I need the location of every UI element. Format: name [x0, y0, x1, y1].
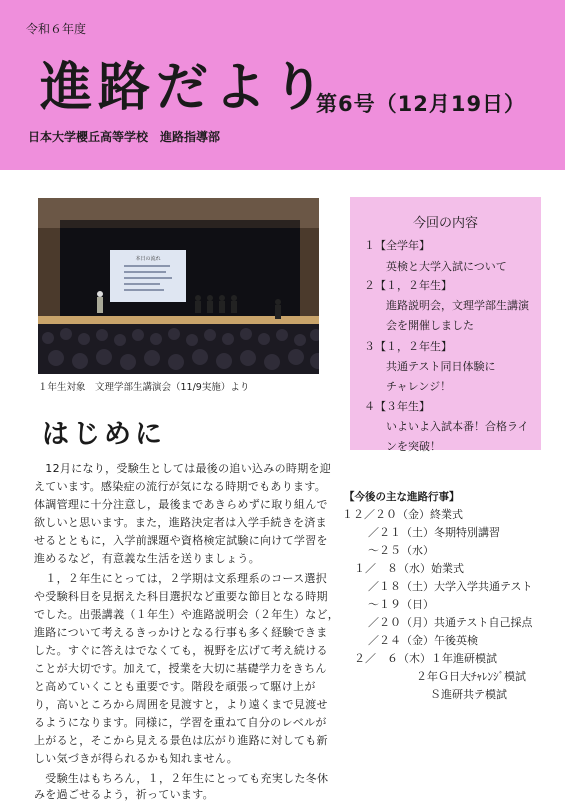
- intro-line: えています。感染症の流行が気になる時期でもあります。: [34, 480, 327, 493]
- section-heading: はじめに: [42, 419, 166, 450]
- intro-line: や受験科目を見据えた科目選択など重要な節目となる時期: [34, 590, 328, 603]
- intro-line: １，２年生にとっては，２学期は文系理系のコース選択: [34, 572, 328, 585]
- schedule-title: 【今後の主な進路行事】: [344, 491, 460, 503]
- issue-number: 第6号（12月19日）: [316, 92, 527, 116]
- intro-line: 進路について考えるきっかけとなる行事も多く経験できま: [34, 626, 328, 639]
- lecture-hall-image: [38, 198, 319, 374]
- toc-item-heading: ４【３年生】: [364, 400, 430, 413]
- schedule-item: Ｓ進研共テ模試: [430, 688, 507, 701]
- newsletter-title: 進路だより: [40, 58, 331, 118]
- school-name: 日本大学櫻丘高等学校 進路指導部: [28, 130, 221, 144]
- intro-line: でした。出張講義（１年生）や進路説明会（２年生）など，: [34, 608, 340, 621]
- intro-line: 進めるなど，有意義な生活を送りましょう。: [34, 552, 260, 565]
- toc-item-heading: １【全学年】: [364, 239, 430, 252]
- toc-item-heading: ３【１，２年生】: [364, 340, 452, 353]
- toc-item-text: 英検と大学入試について: [386, 260, 507, 273]
- schedule-item: ～２５（水）: [368, 544, 434, 557]
- toc-item-text: チャレンジ！: [386, 380, 452, 393]
- schedule-item: １２／２０（金）終業式: [342, 508, 463, 521]
- toc-item-text: いよいよ入試本番！合格ライ: [386, 420, 529, 433]
- schedule-item: ２／ ６（木）１年進研模試: [354, 652, 497, 665]
- intro-line: せるとともに，入学前課題や資格検定試験に向けて学習を: [34, 534, 328, 547]
- intro-line: 欲しいと思います。また，進路決定者は入学手続きを済ま: [34, 516, 327, 529]
- lecture-photo: [38, 198, 319, 374]
- toc-item-text: 会を開催しました: [386, 319, 474, 332]
- intro-line: ことが大切です。加えて，授業を大切に基礎学力をきちん: [34, 662, 327, 675]
- intro-line: るようになります。同様に，学習を重ねて自分のレベルが: [34, 716, 327, 729]
- intro-line: 上がると，そこから見える景色は広がり進路に対しても新: [34, 734, 328, 747]
- intro-line: り，高いところから周囲を見渡すと，より遠くまで見渡せ: [34, 698, 328, 711]
- header-banner: [0, 0, 565, 170]
- schedule-item: ～１９（日）: [368, 598, 434, 611]
- intro-line: と高めていくことも重要です。階段を頑張って駆け上が: [34, 680, 316, 693]
- toc-item-text: 共通テスト同日体験に: [386, 360, 496, 373]
- toc-item-heading: ２【１，２年生】: [364, 279, 452, 292]
- intro-line: しい気づきが得られるかも知れません。: [34, 752, 239, 765]
- photo-caption: １年生対象 文理学部生講演会（11/9実施）より: [38, 382, 250, 393]
- schedule-item: ／２４（金）午後英検: [368, 634, 478, 647]
- contents-title: 今回の内容: [412, 216, 478, 231]
- screen-title: 本日の流れ: [135, 256, 161, 262]
- intro-line: 体調管理に十分注意し，最後まであきらめずに取り組んで: [34, 498, 328, 511]
- schedule-item: ２年Ｇ日大ﾁｬﾚﾝｼﾞ模試: [416, 670, 526, 683]
- schedule-item: １／ ８（水）始業式: [354, 562, 464, 575]
- toc-item-text: 進路説明会，文理学部生講演: [386, 299, 529, 312]
- intro-line: した。すぐに答えはでなくても，視野を広げて考え続ける: [34, 644, 328, 657]
- contents-box: [350, 197, 541, 453]
- schedule-item: ／２１（土）冬期特別講習: [368, 526, 500, 539]
- schedule-item: ／１８（土）大学入学共通テスト: [368, 580, 533, 593]
- intro-line: 12月になり，受験生としては最後の追い込みの時期を迎: [34, 462, 332, 475]
- intro-line: みを過ごせるよう，祈っています。: [34, 788, 214, 801]
- intro-line: 受験生はもちろん，１，２年生にとっても充実した冬休: [34, 772, 329, 785]
- fiscal-year: 令和６年度: [26, 22, 87, 36]
- toc-item-text: ンを突破！: [386, 440, 441, 453]
- schedule-item: ／２０（月）共通テスト自己採点: [368, 616, 533, 629]
